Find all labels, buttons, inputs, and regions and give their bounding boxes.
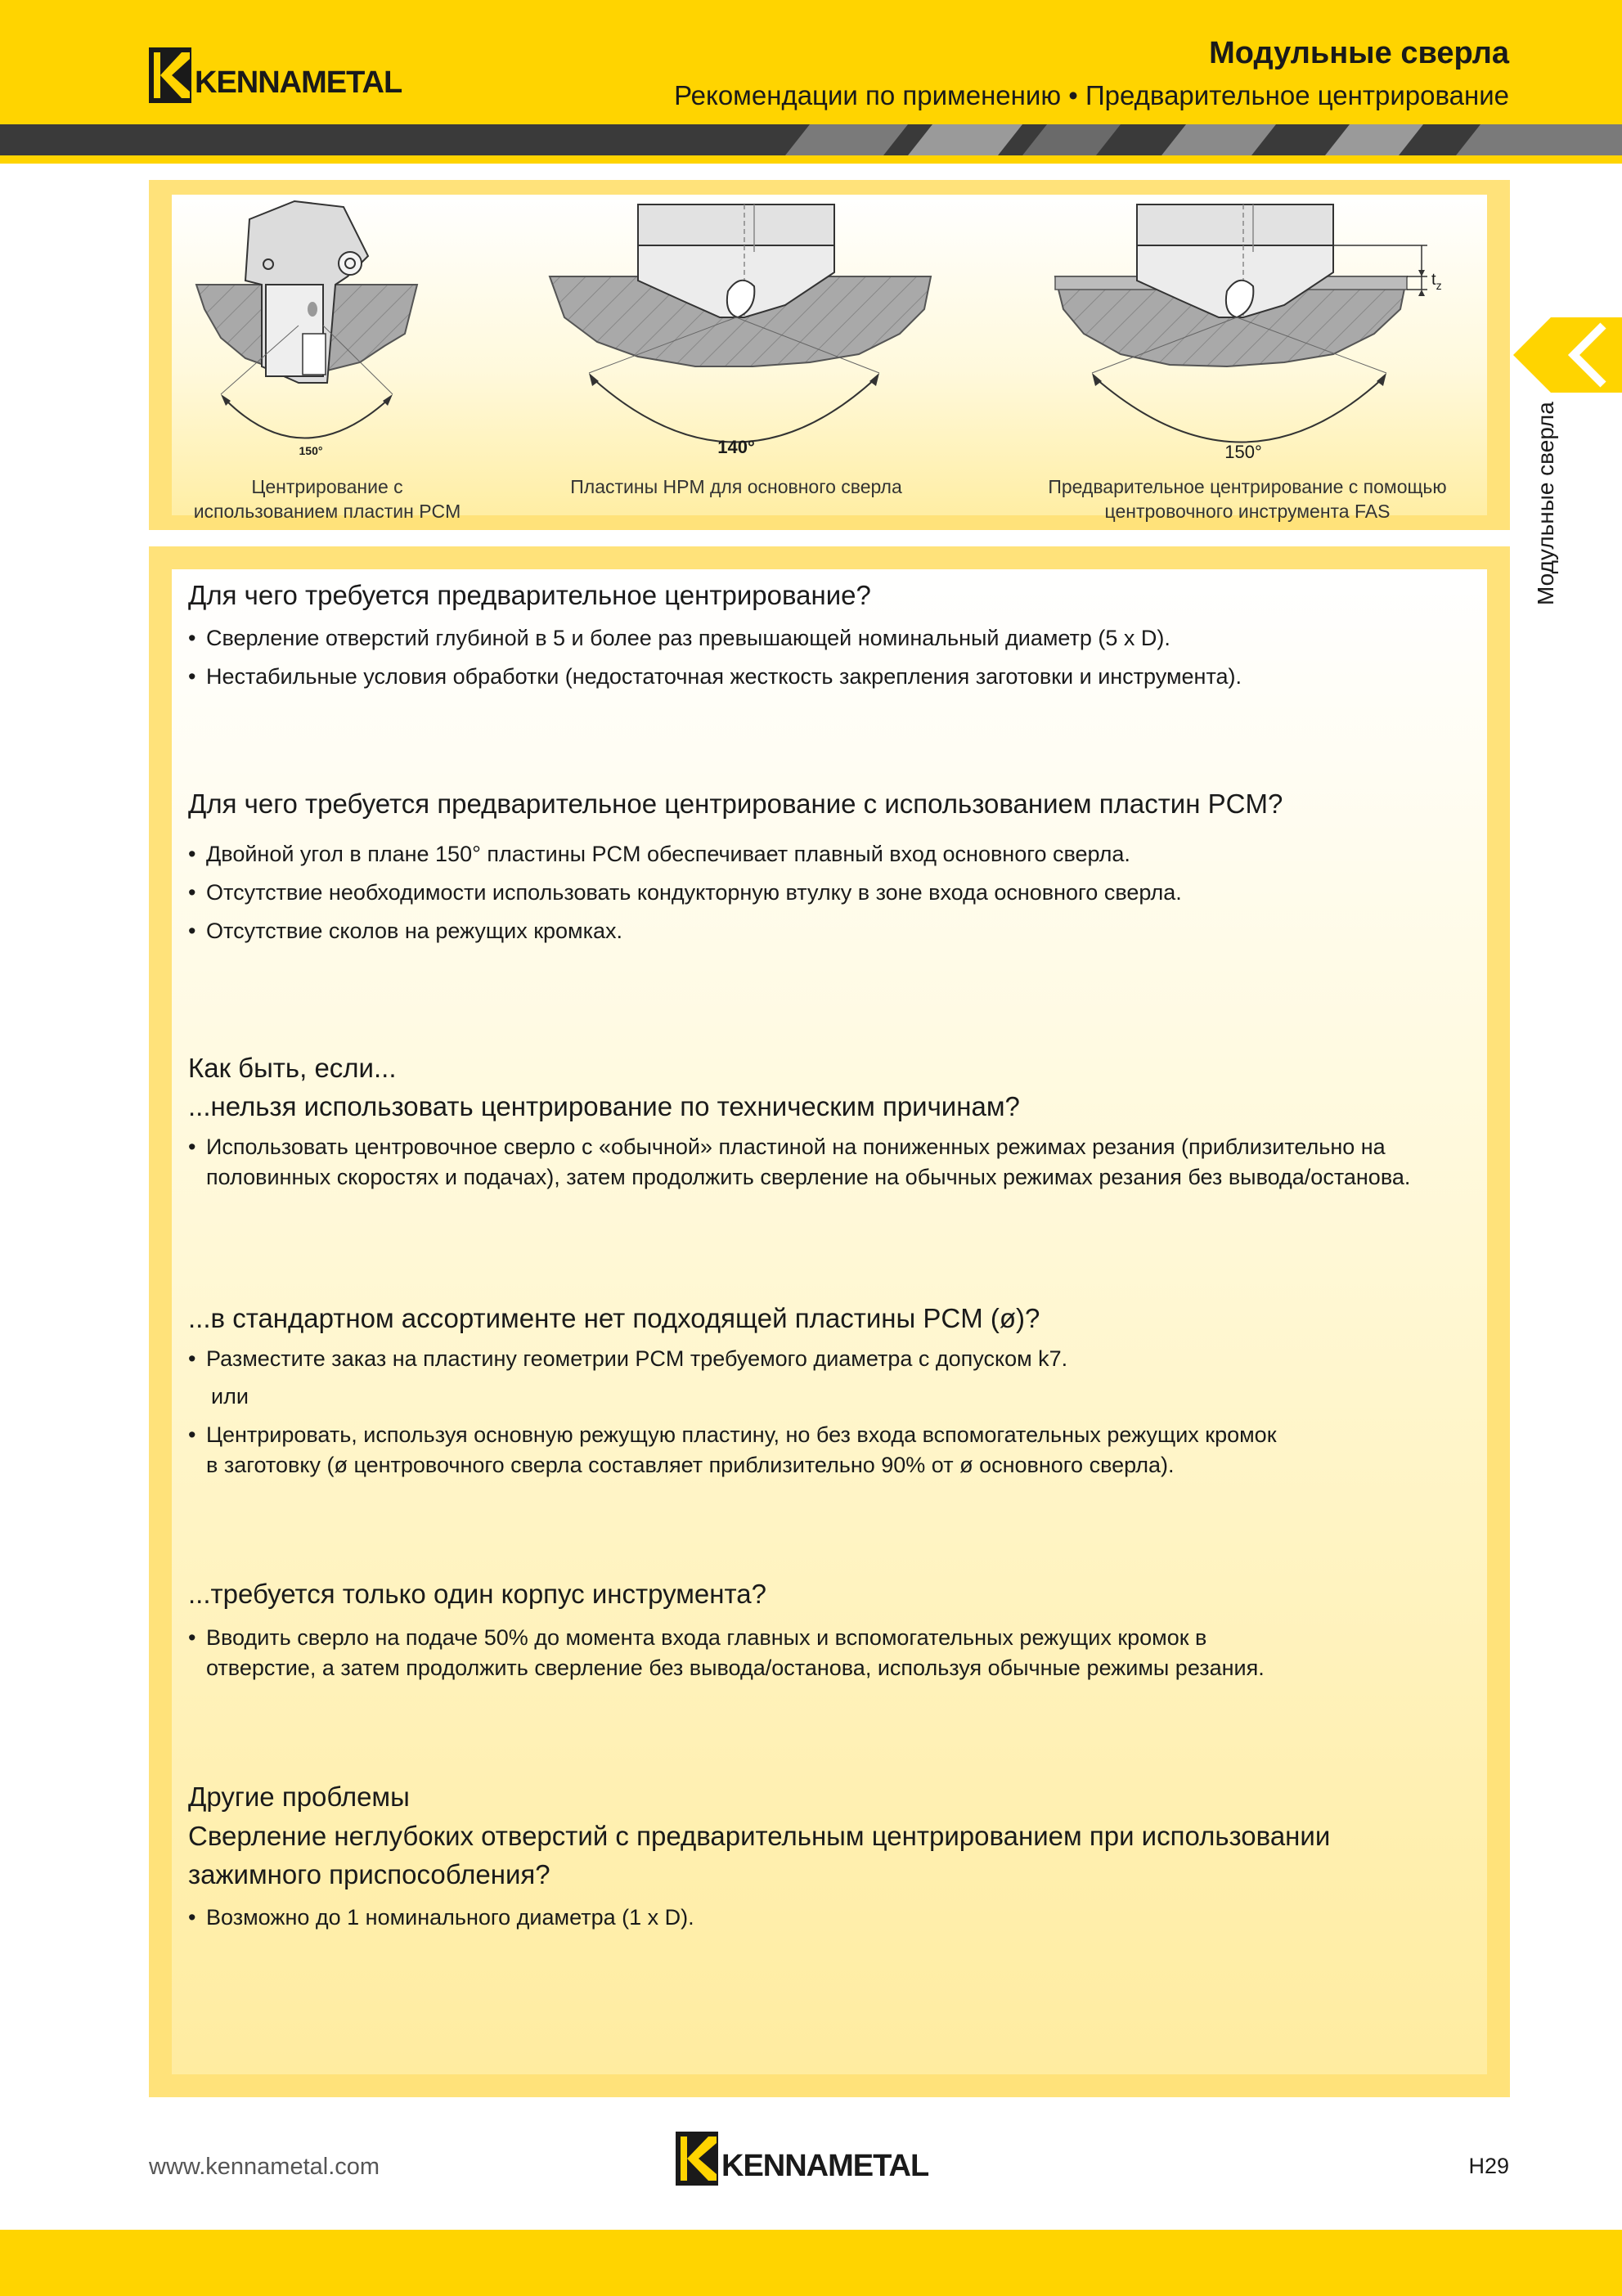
bullet-item: • Использовать центровочное сверло с «обычной» пластиной на пониженных режимах резания (приблизительно на половинных скоростях и подачах), затем продолжить сверление на обычных режимах резания без вывода/останова. [188, 1135, 1411, 1189]
bullet-item: • Отсутствие необходимости использовать кондукторную втулку в зоне входа основного сверла. [188, 880, 1182, 905]
section-tab-chevron-icon [1513, 317, 1622, 393]
figure-panel-inner [172, 195, 1487, 522]
figure-panel [149, 180, 1510, 530]
page-subtitle: Рекомендации по применению • Предварительное центрирование [674, 80, 1509, 110]
kennametal-k-icon [676, 2132, 718, 2186]
dimension-label: $t_z$ [1431, 271, 1442, 292]
bullet-item: • Отсутствие сколов на режущих кромках. [188, 919, 623, 943]
page-title: Модульные сверла [1209, 36, 1509, 70]
kennametal-k-icon [149, 47, 191, 103]
pcm-centering-figure [172, 195, 483, 465]
footer-url-link[interactable]: www.kennametal.com [149, 2154, 380, 2180]
kennametal-logo-footer [676, 2132, 928, 2186]
page-number: H29 [1468, 2154, 1509, 2178]
bullet-item: • Возможно до 1 номинального диаметра (1 x D). [188, 1905, 694, 1930]
hpm-insert-figure [540, 195, 941, 465]
section-heading: Другие проблемы [188, 1782, 410, 1812]
or-text: или [211, 1384, 249, 1409]
section-heading: Для чего требуется предварительное центрирование с использованием пластин PCM? [188, 789, 1283, 819]
brand-name: KENNAMETAL [721, 2148, 929, 2183]
section-subheading: зажимного приспособления? [188, 1859, 550, 1889]
section-subheading: Сверление неглубоких отверстий с предварительным центрированием при использовании [188, 1821, 1331, 1851]
fas-centering-figure [1047, 195, 1472, 465]
bullet-item: • Двойной угол в плане 150° пластины PCM обеспечивает плавный вход основного сверла. [188, 842, 1130, 866]
figure-caption: Пластины HPM для основного сверла [570, 476, 902, 497]
section-heading: Для чего требуется предварительное центрирование? [188, 580, 871, 610]
bullet-item: • Центрировать, используя основную режущую пластину, но без входа вспомогательных режущих кромок в заготовку (ø центровочного сверла составляет приблизительно 90% от ø основного сверла). [188, 1422, 1277, 1477]
bullet-item: • Разместите заказ на пластину геометрии PCM требуемого диаметра с допуском k7. [188, 1346, 1068, 1371]
angle-label: 150° [299, 444, 323, 457]
kennametal-logo [149, 47, 402, 103]
section-heading: ...в стандартном ассортименте нет подходящей пластины PCM (ø)? [188, 1303, 1040, 1333]
bullet-item: • Нестабильные условия обработки (недостаточная жесткость закрепления заготовки и инструмента). [188, 664, 1242, 689]
figure-caption: Центрирование с использованием пластин PCM [193, 476, 461, 522]
bullet-item: • Сверление отверстий глубиной в 5 и более раз превышающей номинальный диаметр (5 x D). [188, 626, 1170, 650]
header-stripe [0, 124, 1622, 155]
header-underline [0, 155, 1622, 164]
side-tab-label: Модульные сверла [1533, 402, 1558, 605]
brand-name: KENNAMETAL [195, 65, 402, 100]
angle-label: 140° [717, 437, 755, 457]
figure-caption: Предварительное центрирование с помощью центровочного инструмента FAS [1048, 476, 1447, 522]
section-heading: Как быть, если... [188, 1053, 397, 1083]
angle-label: 150° [1224, 442, 1262, 462]
section-subheading: ...нельзя использовать центрирование по техническим причинам? [188, 1091, 1020, 1121]
bullet-item: • Вводить сверло на подаче 50% до момента входа главных и вспомогательных режущих кромок в отверстие, а затем продолжить сверление без вывода/останова, используя обычные режимы резания. [188, 1625, 1265, 1680]
section-heading: ...требуется только один корпус инструмента? [188, 1579, 766, 1609]
footer-bar [0, 2230, 1622, 2296]
